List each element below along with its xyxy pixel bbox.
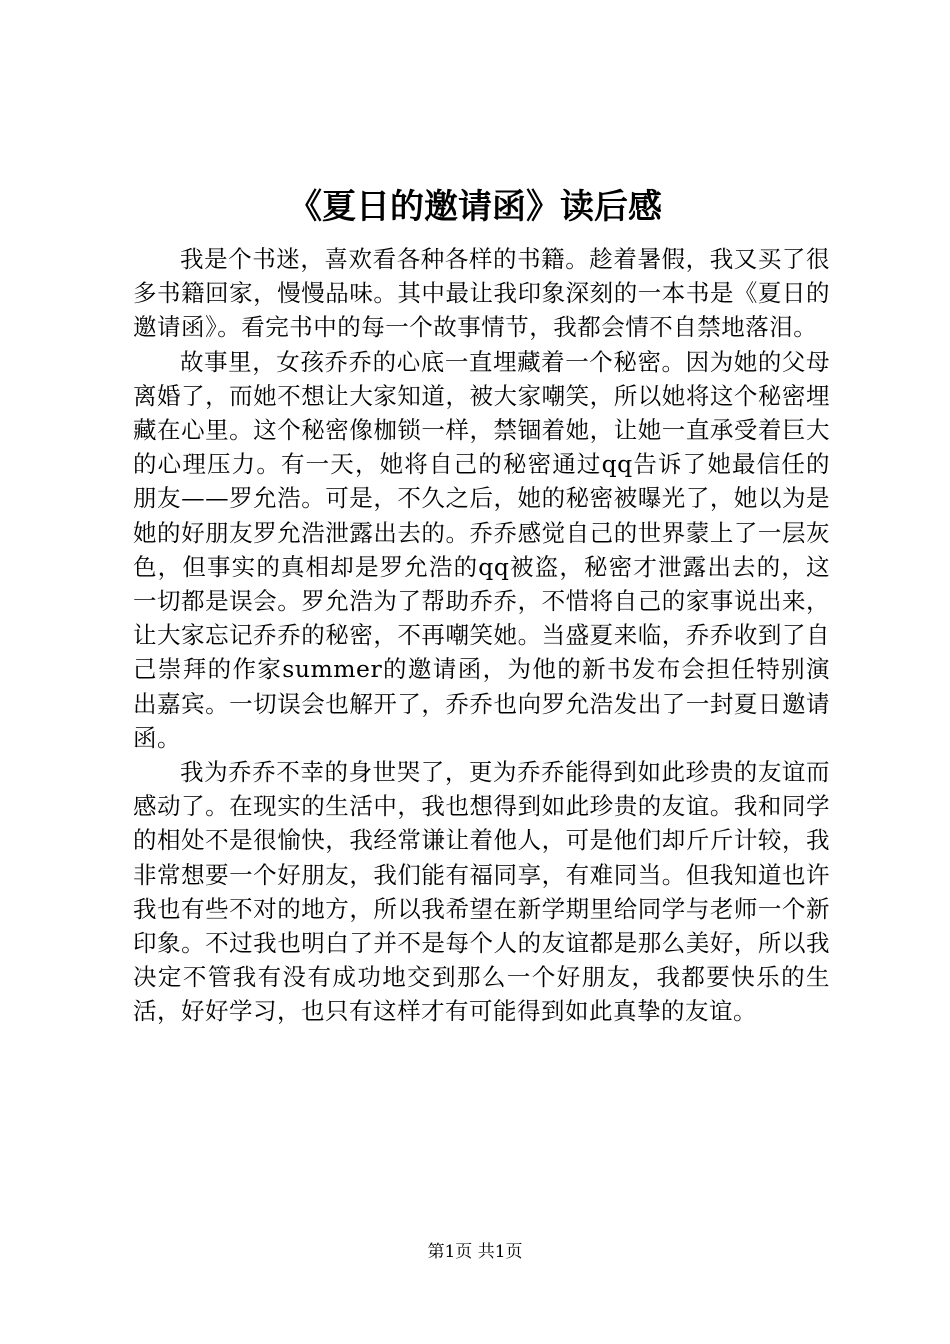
page-number-footer: 第1页 共1页 — [427, 1242, 523, 1262]
paragraph-2: 故事里，女孩乔乔的心底一直埋藏着一个秘密。因为她的父母离婚了，而她不想让大家知道，被大家嘲笑，所以她将这个秘密埋藏在心里。这个秘密像枷锁一样，禁锢着她，让她一直承受着巨大的心理压力。有一天，她将自己的秘密通过qq告诉了她最信任的朋友——罗允浩。可是，不久之后，她的秘密被曝光了，她以为是她的好朋友罗允浩泄露出去的。乔乔感觉自己的世界蒙上了一层灰色，但事实的真相却是罗允浩的qq被盗，秘密才泄露出去的，这一切都是误会。罗允浩为了帮助乔乔，不惜将自己的家事说出来，让大家忘记乔乔的秘密，不再嘲笑她。当盛夏来临，乔乔收到了自己崇拜的作家summer的邀请函，为他的新书发布会担任特别演出嘉宾。一切误会也解开了，乔乔也向罗允浩发出了一封夏日邀请函。 — [133, 347, 830, 752]
paragraph-3: 我为乔乔不幸的身世哭了，更为乔乔能得到如此珍贵的友谊而感动了。在现实的生活中，我也想得到如此珍贵的友谊。我和同学的相处不是很愉快，我经常谦让着他人，可是他们却斤斤计较，我非常想要一个好朋友，我们能有福同享，有难同当。但我知道也许我也有些不对的地方，所以我希望在新学期里给同学与老师一个新印象。不过我也明白了并不是每个人的友谊都是那么美好，所以我决定不管我有没有成功地交到那么一个好朋友，我都要快乐的生活，好好学习，也只有这样才有可能得到如此真挚的友谊。 — [133, 758, 830, 1026]
document-title: 《夏日的邀请函》读后感 — [288, 187, 662, 227]
paragraph-1: 我是个书迷，喜欢看各种各样的书籍。趁着暑假，我又买了很多书籍回家，慢慢品味。其中最让我印象深刻的一本书是《夏日的邀请函》。看完书中的每一个故事情节，我都会情不自禁地落泪。 — [133, 245, 830, 342]
document-body — [133, 242, 830, 1029]
